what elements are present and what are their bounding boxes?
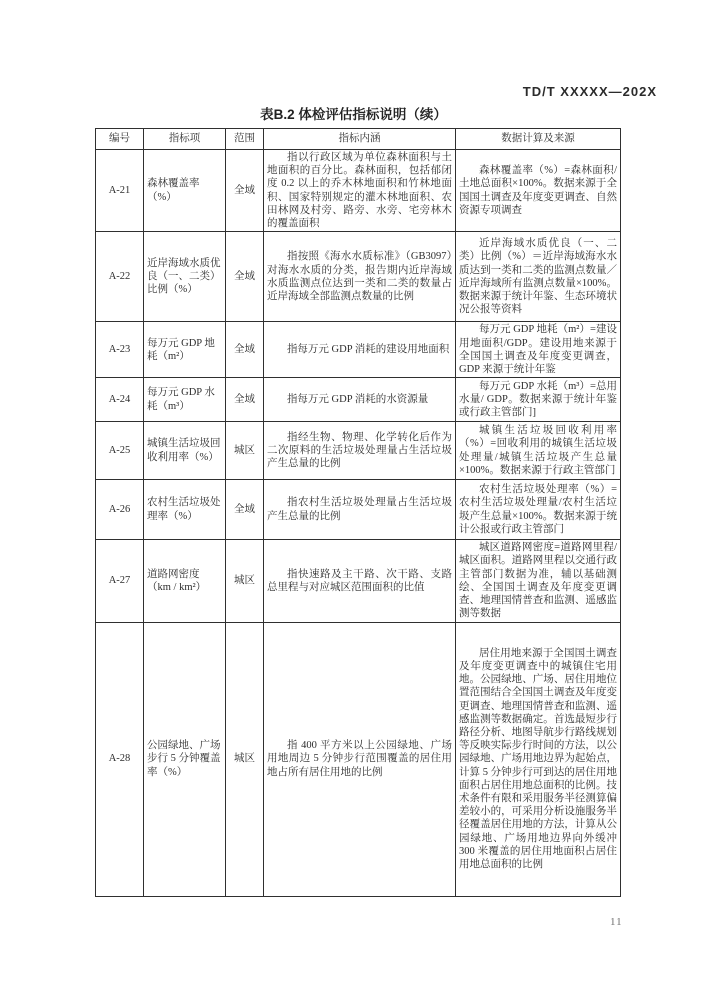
document-code: TD/T XXXXX—202X: [522, 84, 657, 99]
cell-meaning: 指经生物、物理、化学转化后作为二次原料的生活垃圾处理量占生活垃圾产生总量的比例: [264, 422, 456, 480]
cell-scope: 全域: [226, 232, 264, 322]
cell-meaning: 指农村生活垃圾处理量占生活垃圾产生总量的比例: [264, 480, 456, 540]
cell-item: 森林覆盖率（%）: [144, 150, 226, 232]
cell-scope: 全域: [226, 150, 264, 232]
cell-item: 公园绿地、广场步行 5 分钟覆盖率（%）: [144, 622, 226, 896]
cell-id: A-27: [96, 540, 144, 622]
cell-item: 道路网密度（km / km²）: [144, 540, 226, 622]
cell-scope: 全域: [226, 322, 264, 378]
cell-meaning: 指每万元 GDP 消耗的建设用地面积: [264, 322, 456, 378]
cell-meaning: 指快速路及主干路、次干路、支路总里程与对应城区范围面积的比值: [264, 540, 456, 622]
cell-scope: 全域: [226, 378, 264, 422]
table-row: [96, 150, 621, 232]
cell-scope: 城区: [226, 540, 264, 622]
cell-id: A-22: [96, 232, 144, 322]
cell-scope: 全域: [226, 480, 264, 540]
table-row: [96, 622, 621, 896]
cell-meaning: 指以行政区域为单位森林面积与土地面积的百分比。森林面积，包括郁闭度 0.2 以上的乔木林地面积和竹林地面积、国家特别规定的灌木林地面积、农田林网及村旁、路旁、水旁、宅旁林木的覆盖面积: [264, 150, 456, 232]
cell-source: 近岸海域水质优良（一、二类）比例（%）＝近岸海域海水水质达到一类和二类的监测点数量／近岸海域所有监测点数量×100%。数据来源于统计年鉴、生态环境状况公报等资料: [456, 232, 621, 322]
cell-source: 每万元 GDP 地耗（m²）=建设用地面积/GDP。建设用地来源于全国国土调查及年度变更调查，GDP 来源于统计年鉴: [456, 322, 621, 378]
cell-id: A-24: [96, 378, 144, 422]
indicator-table: [95, 128, 621, 897]
col-header-id: 编号: [96, 129, 144, 150]
table-title: 表B.2 体检评估指标说明（续）: [260, 107, 447, 122]
cell-scope: 城区: [226, 622, 264, 896]
cell-id: A-28: [96, 622, 144, 896]
table-header-row: [96, 129, 621, 150]
col-header-meaning: 指标内涵: [264, 129, 456, 150]
cell-meaning: 指每万元 GDP 消耗的水资源量: [264, 378, 456, 422]
cell-source: 农村生活垃圾处理率（%）=农村生活垃圾处理量/农村生活垃圾产生总量×100%。数据来源于统计公报或行政主管部门: [456, 480, 621, 540]
cell-item: 农村生活垃圾处理率（%）: [144, 480, 226, 540]
cell-id: A-21: [96, 150, 144, 232]
cell-source: 每万元 GDP 水耗（m³）=总用水量/ GDP。数据来源于统计年鉴或行政主管部门]: [456, 378, 621, 422]
col-header-item: 指标项: [144, 129, 226, 150]
cell-id: A-23: [96, 322, 144, 378]
cell-source: 森林覆盖率（%）=森林面积/土地总面积×100%。数据来源于全国国土调查及年度变更调查、自然资源专项调查: [456, 150, 621, 232]
table-row: [96, 232, 621, 322]
cell-source: 居住用地来源于全国国土调查及年度变更调查中的城镇住宅用地。公园绿地、广场、居住用地位置范围结合全国国土调查及年度变更调查、地理国情普查和监测、遥感监测等数据确定。首选最短步行路径分析、地图导航步行路线规划等反映实际步行时间的方法，以公园绿地、广场用地边界为起始点，计算 5 分钟步行可到达的居住用地面积占居住用地总面积的比例。技术条件有限和采用服务半径测算偏差较小的，可采用分析设施服务半径覆盖居住用地的方法，计算从公园绿地、广场用地边界向外缓冲 300 米覆盖的居住用地面积占居住用地总面积的比例: [456, 622, 621, 896]
cell-meaning: 指按照《海水水质标准》（GB3097）对海水水质的分类，报告期内近岸海域水质监测点位达到一类和二类的数量占近岸海域全部监测点数量的比例: [264, 232, 456, 322]
table-row: [96, 322, 621, 378]
table-row: [96, 378, 621, 422]
col-header-scope: 范围: [226, 129, 264, 150]
cell-id: A-26: [96, 480, 144, 540]
cell-scope: 城区: [226, 422, 264, 480]
cell-source: 城区道路网密度=道路网里程/城区面积。道路网里程以交通行政主管部门数据为准，辅以基础测绘、全国国土调查及年度变更调查、地理国情普查和监测、遥感监测等数据: [456, 540, 621, 622]
col-header-source: 数据计算及来源: [456, 129, 621, 150]
cell-item: 城镇生活垃圾回收利用率（%）: [144, 422, 226, 480]
table-row: [96, 540, 621, 622]
cell-item: 每万元 GDP 地耗（m²）: [144, 322, 226, 378]
cell-id: A-25: [96, 422, 144, 480]
table-row: [96, 480, 621, 540]
table-row: [96, 422, 621, 480]
cell-item: 近岸海域水质优良（一、二类）比例（%）: [144, 232, 226, 322]
page-number: 11: [610, 916, 623, 928]
cell-source: 城镇生活垃圾回收利用率（%）=回收利用的城镇生活垃圾处理量/城镇生活垃圾产生总量×100%。数据来源于行政主管部门: [456, 422, 621, 480]
cell-item: 每万元 GDP 水耗（m³）: [144, 378, 226, 422]
cell-meaning: 指 400 平方米以上公园绿地、广场用地周边 5 分钟步行范围覆盖的居住用地占所有居住用地的比例: [264, 622, 456, 896]
